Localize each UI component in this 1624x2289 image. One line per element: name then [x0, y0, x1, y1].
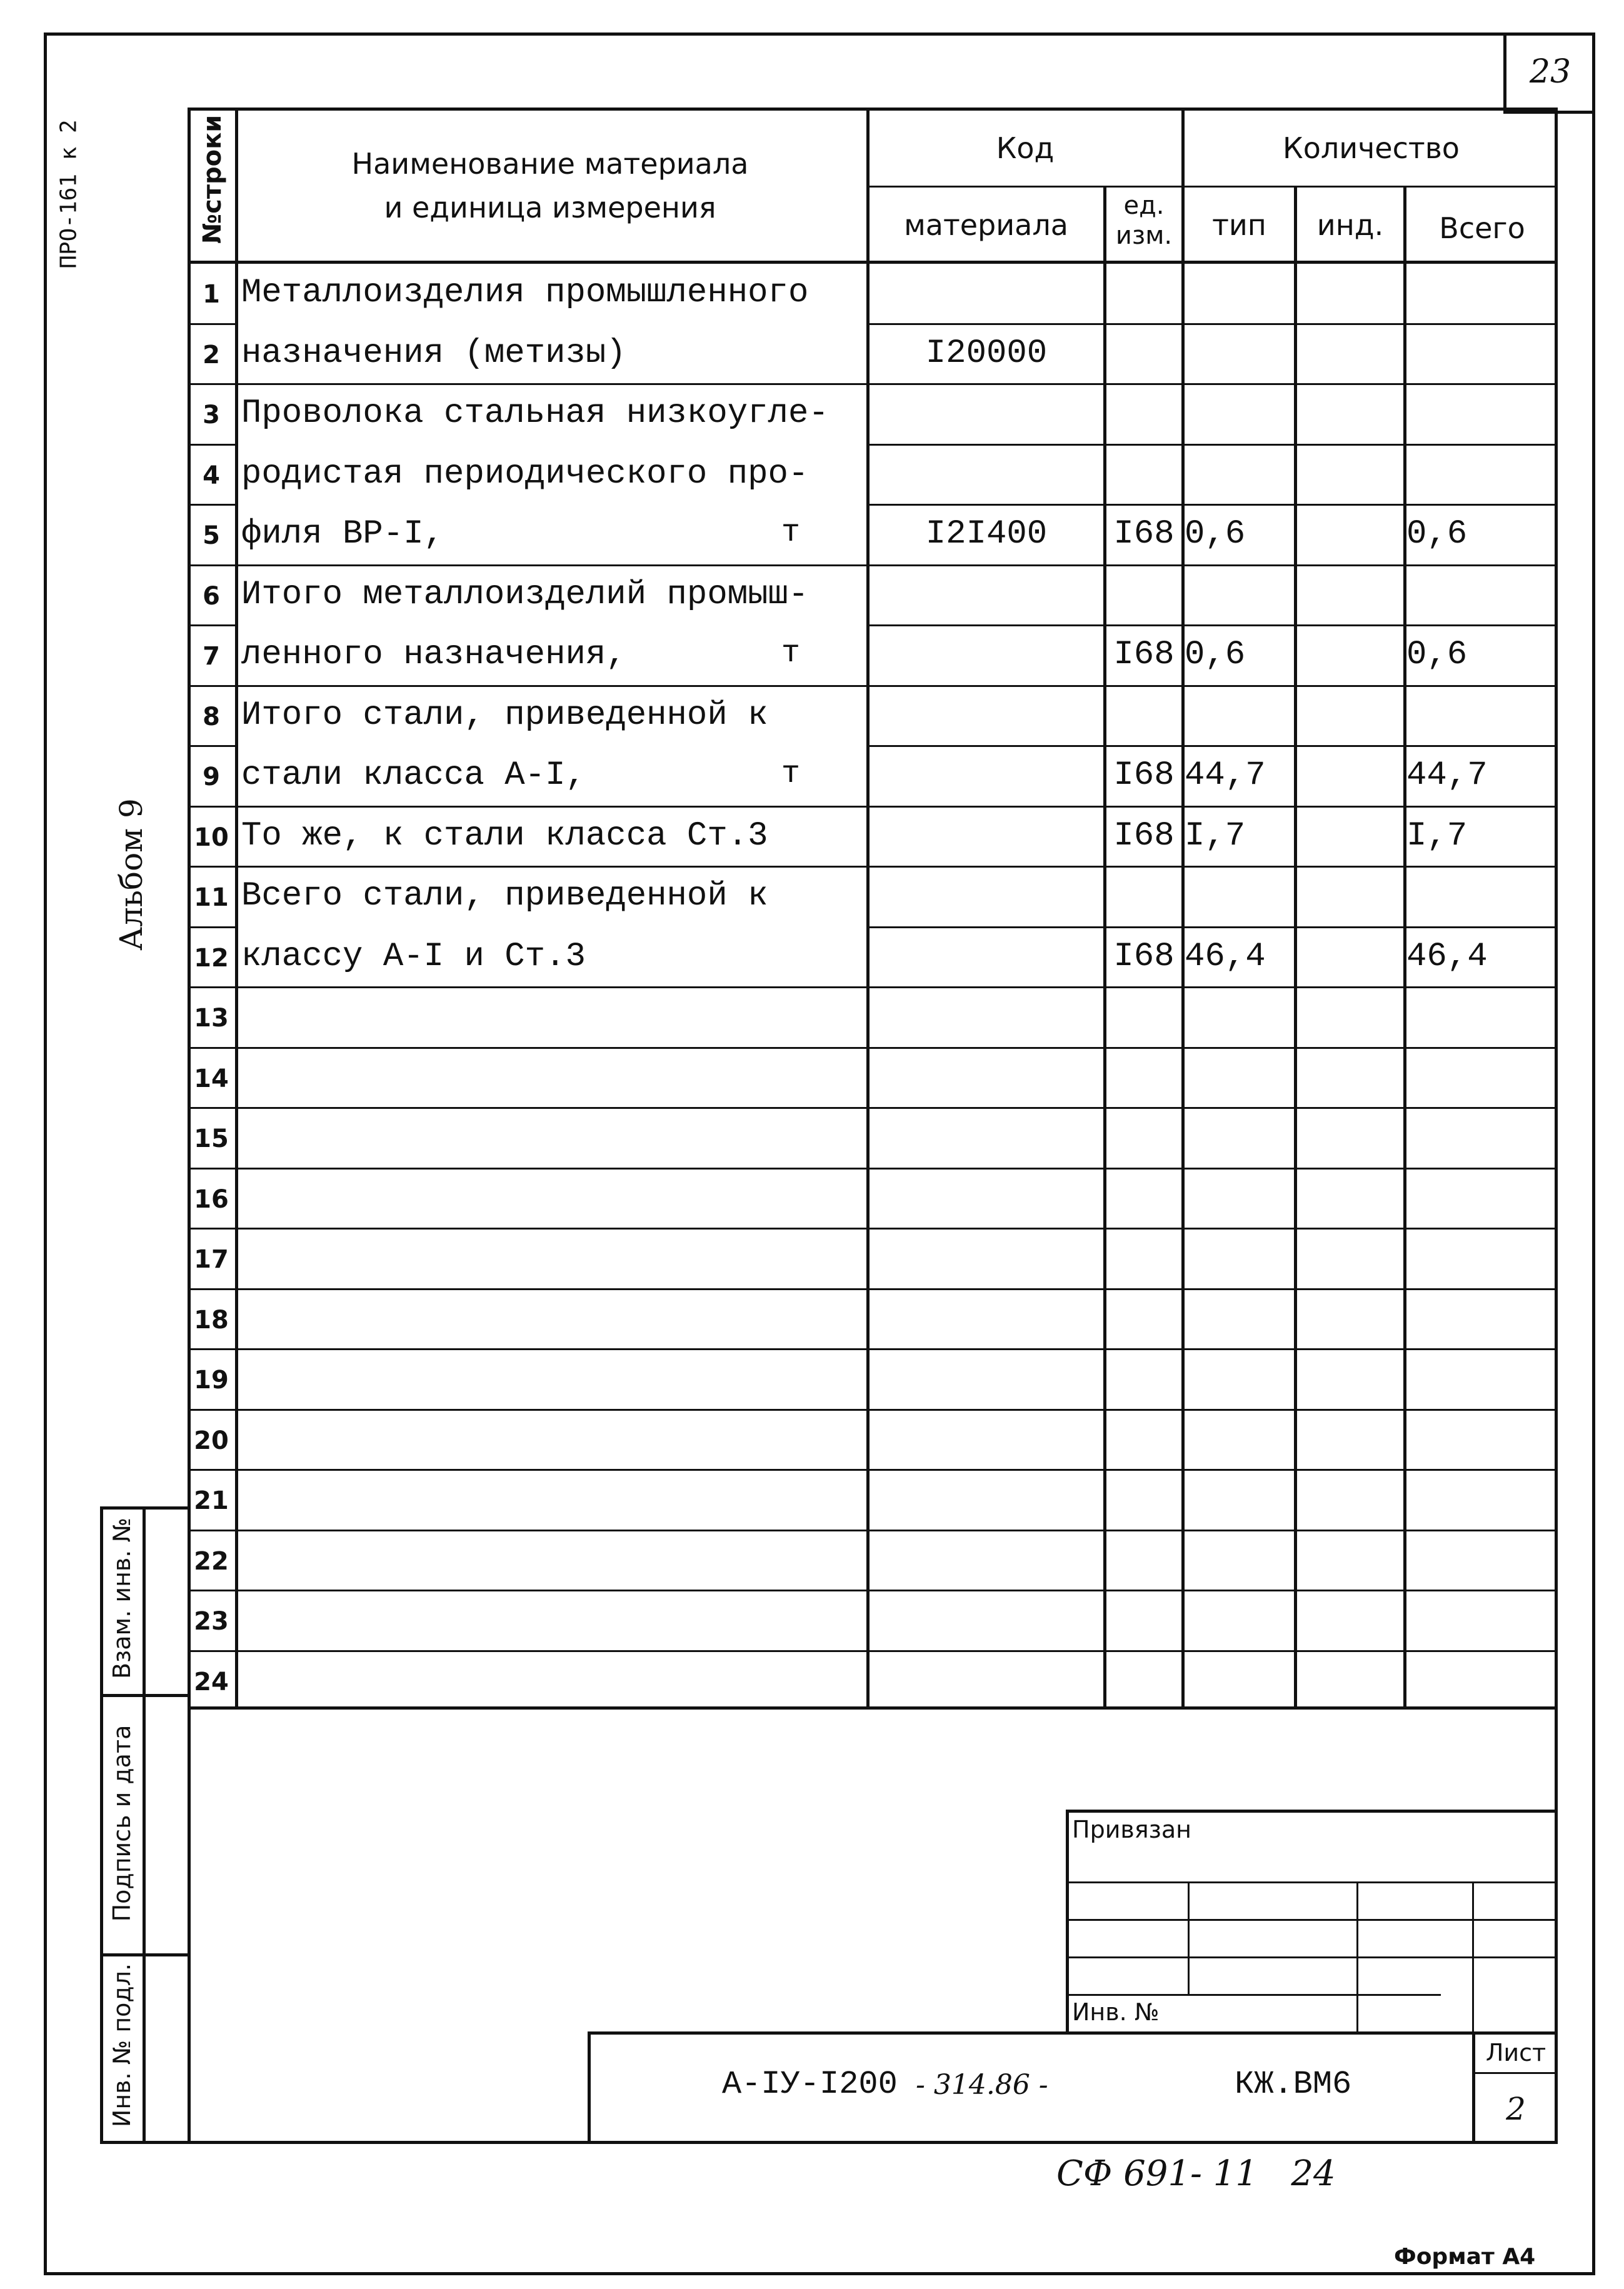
cell-num: 7 [203, 642, 220, 671]
row-separator [188, 1228, 1558, 1230]
row-separator [866, 504, 1558, 506]
row-separator [188, 383, 1558, 385]
cell-num: 18 [194, 1305, 229, 1335]
row-num-separator [188, 323, 238, 325]
row-separator [188, 1288, 1558, 1290]
format-label: Формат А4 [1394, 2244, 1536, 2270]
row-separator [188, 1469, 1558, 1471]
cell-num: 1 [203, 280, 220, 309]
row-separator [866, 323, 1558, 325]
album-label: Альбом 9 [113, 798, 149, 951]
cell-total: 44,7 [1406, 756, 1488, 794]
cell-name: Всего стали, приведенной к [241, 877, 768, 915]
row-separator [188, 1650, 1558, 1652]
row-separator [188, 685, 1558, 687]
cell-num: 8 [203, 702, 220, 731]
header-code-material: материала [904, 208, 1068, 242]
cell-code_unit: I68 [1113, 816, 1175, 855]
row-separator [188, 1107, 1558, 1109]
cell-num: 20 [194, 1426, 229, 1455]
doc-code-main: А-IУ-I200 [722, 2066, 898, 2103]
header-split-line [866, 186, 1558, 188]
cell-type: 0,6 [1185, 636, 1246, 674]
cell-name: Итого стали, приведенной к [241, 696, 768, 734]
side-stamp-divider [143, 1506, 146, 2144]
cell-num: 21 [194, 1486, 229, 1515]
cell-total: 46,4 [1406, 937, 1488, 976]
cell-num: 19 [194, 1366, 229, 1395]
doc-code-hand: - 314.86 - [916, 2069, 1048, 2101]
privyazan-col-3 [1472, 1881, 1474, 2035]
cell-code_unit: I68 [1113, 636, 1175, 674]
row-separator [188, 1047, 1558, 1049]
cell-type: 46,4 [1185, 937, 1266, 976]
header-code-unit-2: изм. [1115, 221, 1173, 250]
header-qty-type: тип [1212, 208, 1266, 242]
header-qty-ind: инд. [1316, 208, 1384, 242]
row-separator [188, 1530, 1558, 1531]
cell-name: классу А-I и Ст.3 [241, 937, 586, 976]
row-separator [188, 986, 1558, 988]
cell-total: 0,6 [1406, 515, 1468, 553]
doc-mark: КЖ.ВМ6 [1235, 2066, 1352, 2103]
cell-type: 44,7 [1185, 756, 1266, 794]
cell-num: 22 [194, 1546, 229, 1576]
cell-num: 23 [194, 1607, 229, 1636]
bottom-handwritten-code: СФ 691- 11 24 [1056, 2153, 1336, 2194]
row-separator [866, 444, 1558, 446]
header-quantity-label: Количество [1283, 131, 1460, 165]
privyazan-line-2 [1066, 1919, 1558, 1921]
cell-code: I2I400 [925, 515, 1048, 553]
cell-num: 13 [194, 1004, 229, 1033]
cell-name: Проволока стальная низкоугле- [241, 394, 829, 433]
cell-num: 5 [203, 521, 220, 550]
row-separator [866, 745, 1558, 747]
row-num-separator [188, 624, 238, 626]
header-name-line2: и единица измерения [384, 191, 716, 224]
header-bottom-line [188, 261, 1558, 264]
cell-total: 0,6 [1406, 636, 1468, 674]
cell-num: 17 [194, 1245, 229, 1274]
privyazan-col-2 [1356, 1881, 1358, 2035]
row-separator [188, 1590, 1558, 1591]
privyazan-col-1 [1188, 1881, 1190, 1994]
cell-code: I20000 [925, 334, 1048, 373]
cell-code_unit: I68 [1113, 756, 1175, 794]
sheet-label-line [1472, 2072, 1558, 2074]
row-num-separator [188, 444, 238, 446]
cell-name: филя ВР-I, [241, 515, 444, 553]
row-num-separator [188, 926, 238, 928]
row-num-separator [188, 745, 238, 747]
cell-num: 15 [194, 1124, 229, 1153]
row-separator [866, 624, 1558, 626]
header-code-label: Код [996, 131, 1055, 165]
cell-num: 4 [203, 461, 220, 490]
privyazan-line-4 [1066, 1994, 1441, 1996]
cell-num: 11 [194, 883, 229, 912]
stamp-inv-podl: Инв. № подл. [108, 1963, 136, 2128]
privyazan-line-3 [1066, 1956, 1558, 1958]
header-name-line1: Наименование материала [351, 147, 749, 181]
cell-type: I,7 [1185, 816, 1246, 855]
sheet-number: 2 [1506, 2091, 1526, 2127]
cell-unit: т [781, 756, 801, 792]
cell-unit: т [781, 515, 801, 551]
row-separator [188, 564, 1558, 566]
cell-name: Металлоизделия промышленного [241, 274, 809, 312]
side-top-code: ПРО-161 к 2 [56, 119, 82, 269]
row-separator [188, 1348, 1558, 1350]
cell-name: Итого металлоизделий промыш- [241, 575, 809, 614]
privyazan-line-1 [1066, 1881, 1558, 1883]
cell-name: ленного назначения, [241, 636, 626, 674]
cell-code_unit: I68 [1113, 937, 1175, 976]
cell-type: 0,6 [1185, 515, 1246, 553]
row-separator [866, 926, 1558, 928]
cell-name: То же, к стали класса Ст.3 [241, 816, 768, 855]
col-line-type [1294, 186, 1297, 1710]
cell-num: 3 [203, 401, 220, 429]
page-number: 23 [1529, 53, 1571, 91]
privyazan-label: Привязан [1072, 1816, 1191, 1843]
cell-name: назначения (метизы) [241, 334, 626, 373]
inv-no-label: Инв. № [1072, 1998, 1160, 2026]
row-num-separator [188, 504, 238, 506]
sheet-label: Лист [1485, 2039, 1546, 2066]
row-separator [188, 1168, 1558, 1170]
cell-num: 9 [203, 763, 220, 791]
stamp-podpis-data: Подпись и дата [108, 1725, 136, 1922]
header-qty-total: Всего [1439, 211, 1525, 245]
cell-num: 12 [194, 943, 229, 973]
cell-num: 14 [194, 1064, 229, 1093]
row-separator [188, 1409, 1558, 1411]
row-separator [188, 806, 1558, 808]
cell-code_unit: I68 [1113, 515, 1175, 553]
cell-num: 6 [203, 581, 220, 611]
cell-name: родистая периодического про- [241, 454, 809, 493]
cell-name: стали класса А-I, [241, 756, 586, 794]
cell-num: 10 [194, 823, 229, 852]
cell-num: 24 [194, 1667, 229, 1696]
row-separator [188, 866, 1558, 868]
header-row-num-label: №строки [198, 114, 227, 244]
cell-num: 16 [194, 1185, 229, 1214]
cell-num: 2 [203, 340, 220, 369]
stamp-vzam-inv: Взам. инв. № [108, 1518, 136, 1680]
header-code-unit-1: ед. [1123, 191, 1165, 220]
cell-unit: т [781, 636, 801, 671]
side-stamp-line-1 [100, 1694, 191, 1697]
cell-total: I,7 [1406, 816, 1468, 855]
